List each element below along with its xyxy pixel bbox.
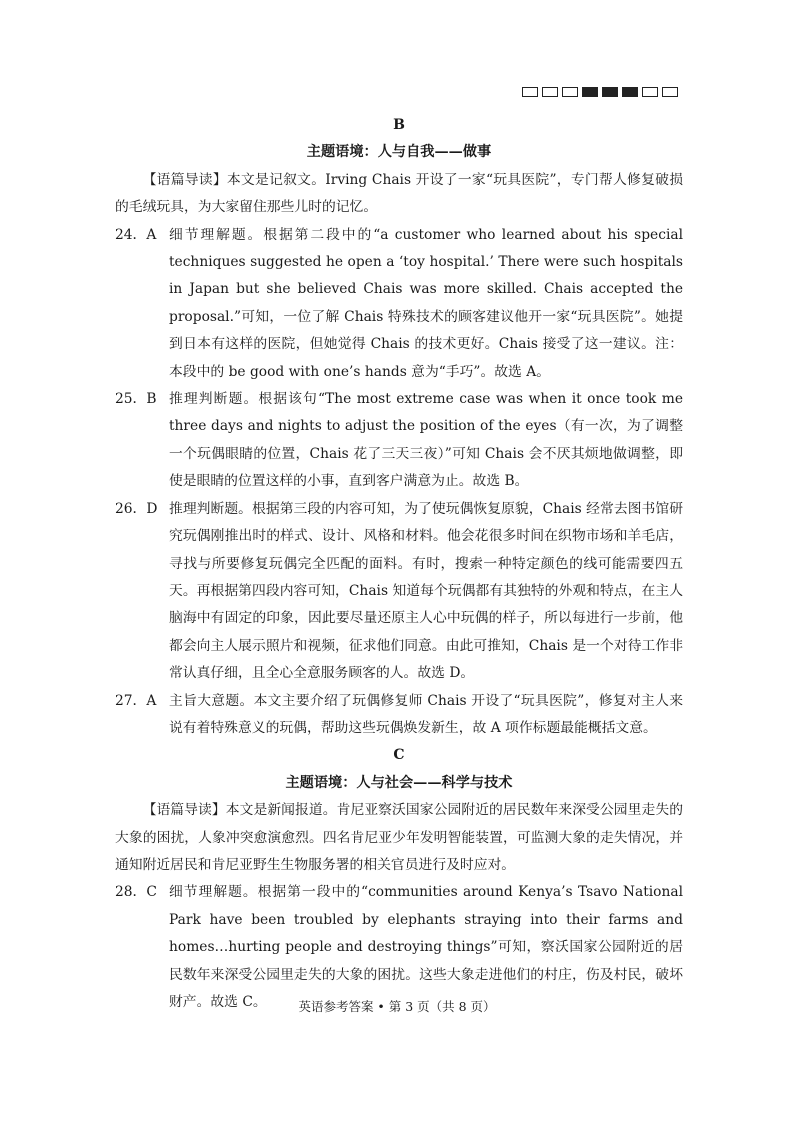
empty-square-mark <box>642 87 658 97</box>
answer-number: 25．B <box>115 391 157 408</box>
page-footer: 英语参考答案 • 第 3 页（共 8 页） <box>298 999 496 1014</box>
section-c <box>115 742 683 1016</box>
filled-square-mark <box>602 87 618 97</box>
answer-explanation: 推理判断题。根据第三段的内容可知，为了使玩偶恢复原貌，Chais 经常去图书馆研究玩偶刚推出时的样式、设计、风格和材料。他会花很多时间在织物市场和羊毛店，寻找与所要修复玩偶完全匹配的面料。有时，搜索一种特定颜色的线可能需要四五天。再根据第四段内容可知，Chais 知道每个玩偶都有其独特的外观和特点，在主人脑海中有固定的印象，因此要尽量还原主人心中玩偶的样子，所以每进行一步前，他都会向主人展示照片和视频，征求他们同意。由此可推知，Chais 是一个对待工作非常认真仔细，且全心全意服务顾客的人。故选 D。 <box>169 500 683 682</box>
answer-number: 28．C <box>115 884 157 901</box>
answer-item <box>115 222 683 386</box>
empty-square-mark <box>542 87 558 97</box>
answer-number: 27．A <box>115 692 157 709</box>
answer-explanation: 细节理解题。根据第二段中的“a customer who learned about his special techniques suggested he open a ‘toy hospital.’ There were such hospitals in Japan but she believed Chais was more skilled. Chais accepted the proposal.”可知，一位了解 Chais 特殊技术的顾客建议他开一家“玩具医院”。她提到日本有这样的医院，但她觉得 Chais 的技术更好。Chais 接受了这一建议。注：本段中的 be good with one’s hands 意为“手巧”。故选 A。 <box>169 226 683 380</box>
answer-content <box>115 112 683 1016</box>
answer-number: 26．D <box>115 500 158 517</box>
section-letter: B <box>393 117 405 133</box>
filled-square-mark <box>582 87 598 97</box>
answer-item <box>115 496 683 688</box>
section-b <box>115 112 683 742</box>
section-theme: 主题语境：人与自我——做事 <box>306 144 492 161</box>
reading-guide: 【语篇导读】本文是新闻报道。肯尼亚察沃国家公园附近的居民数年来深受公园里走失的大象的困扰，人象冲突愈演愈烈。四名肯尼亚少年发明智能装置，可监测大象的走失情况，并通知附近居民和肯尼亚野生生物服务署的相关官员进行及时应对。 <box>115 802 683 873</box>
answer-item <box>115 879 683 1016</box>
empty-square-mark <box>662 87 678 97</box>
empty-square-mark <box>522 87 538 97</box>
filled-square-mark <box>622 87 638 97</box>
section-theme: 主题语境：人与社会——科学与技术 <box>285 774 513 791</box>
answer-number: 24．A <box>115 226 157 243</box>
answer-explanation: 推理判断题。根据该句“The most extreme case was when it once took me three days and nights to adjust the position of the eyes（有一次，为了调整一个玩偶眼睛的位置，Chais 花了三天三夜）”可知 Chais 会不厌其烦地做调整，即使是眼睛的位置这样的小事，直到客户满意为止。故选 B。 <box>169 391 683 490</box>
answer-item <box>115 386 683 496</box>
empty-square-mark <box>562 87 578 97</box>
section-letter: C <box>393 747 405 764</box>
header-marks <box>522 87 678 97</box>
answer-item <box>115 688 683 743</box>
answer-explanation: 细节理解题。根据第一段中的“communities around Kenya’s Tsavo National Park have been troubled by elephants straying into their farms and homes…hurting people and destroying things”可知，察沃国家公园附近的居民数年来深受公园里走失的大象的困扰。这些大象走进他们的村庄，伤及村民，破坏财产。故选 C。 <box>169 884 683 1010</box>
reading-guide: 【语篇导读】本文是记叙文。Irving Chais 开设了一家“玩具医院”，专门帮人修复破损的毛绒玩具，为大家留住那些儿时的记忆。 <box>115 171 683 216</box>
answer-explanation: 主旨大意题。本文主要介绍了玩偶修复师 Chais 开设了“玩具医院”，修复对主人来说有着特殊意义的玩偶，帮助这些玩偶焕发新生，故 A 项作标题最能概括文意。 <box>169 692 683 736</box>
